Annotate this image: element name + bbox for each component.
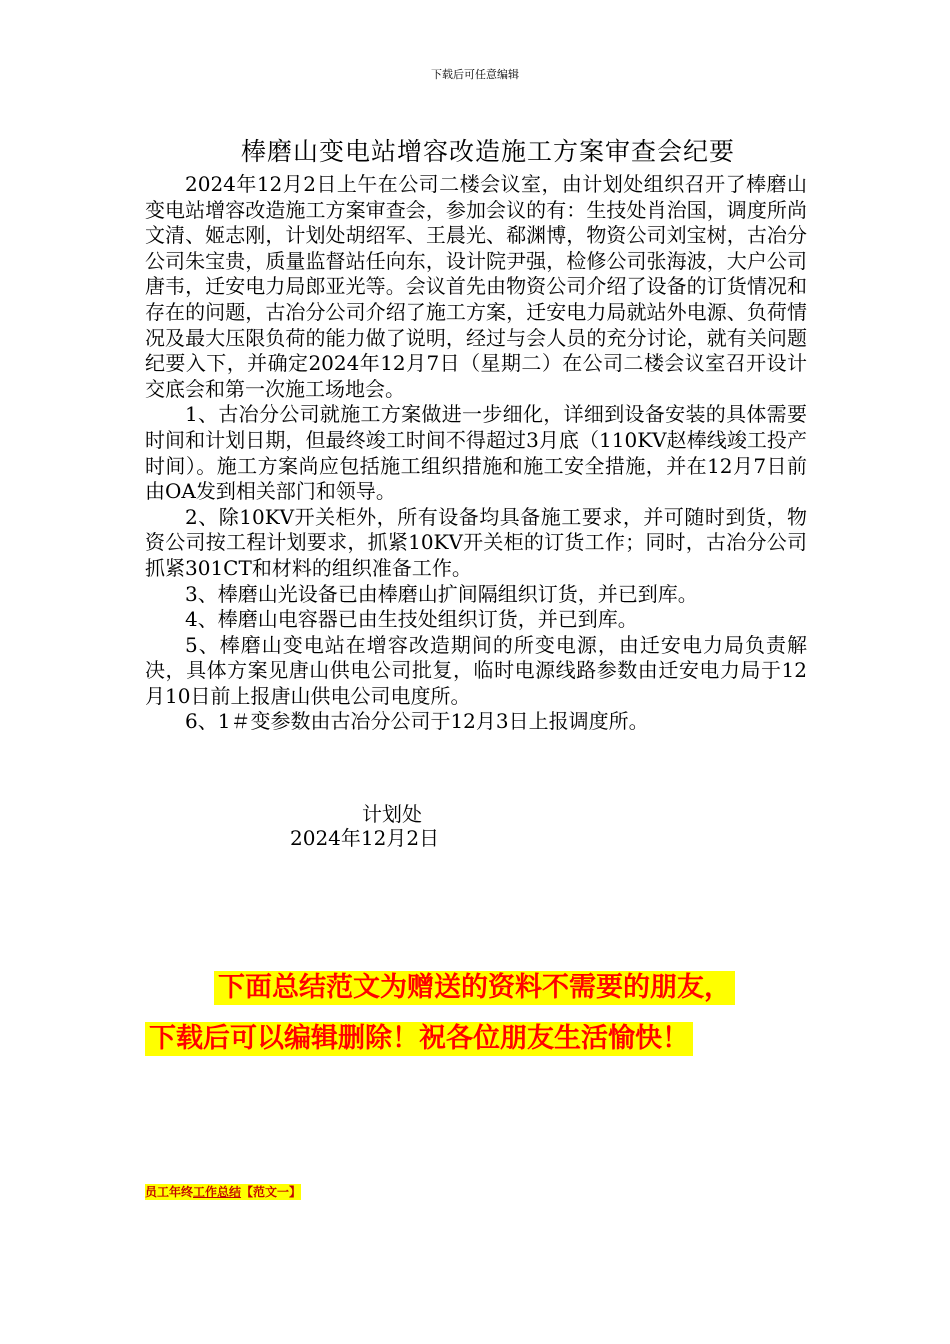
paragraph-item-4: 4、棒磨山电容器已由生技处组织订货，并已到库。: [185, 607, 638, 632]
footer-heading: [145, 1184, 301, 1200]
footer-heading-suffix: 【范文一】: [241, 1185, 302, 1199]
paragraph-item-1: 1、古冶分公司就施工方案做进一步细化，详细到设备安装的具体需要时间和计划日期，但最终竣工时间不得超过3月底（110KV赵棒线竣工投产时间）。施工方案尚应包括施工组织措施和施工安全措施，并在12月7日前由OA发到相关部门和领导。: [145, 402, 807, 504]
paragraph-item-2: 2、除10KV开关柜外，所有设备均具备施工要求，并可随时到货，物资公司按工程计划要求，抓紧10KV开关柜的订货工作；同时，古冶分公司抓紧301CT和材料的组织准备工作。: [145, 504, 807, 580]
promo-line-2: 下载后可以编辑删除！祝各位朋友生活愉快！: [145, 1022, 693, 1056]
footer-heading-prefix: 员工年终: [145, 1185, 194, 1199]
footer-heading-link[interactable]: 工作总结: [193, 1185, 242, 1199]
paragraph-intro: 2024年12月2日上午在公司二楼会议室，由计划处组织召开了棒磨山变电站增容改造施工方案审查会，参加会议的有：生技处肖治国，调度所尚文清、姬志刚，计划处胡绍军、王晨光、郗渊博，物资公司刘宝树，古冶分公司朱宝贵，质量监督站任向东，设计院尹强，检修公司张海波，大户公司唐韦，迁安电力局郎亚光等。会议首先由物资公司介绍了设备的订货情况和存在的问题，古冶分公司介绍了施工方案，迁安电力局就站外电源、负荷情况及最大压限负荷的能力做了说明，经过与会人员的充分讨论，就有关问题纪要入下，并确定2024年12月7日（星期二）在公司二楼会议室召开设计交底会和第一次施工场地会。: [145, 172, 807, 401]
document-body: [145, 172, 807, 735]
paragraph-item-3: 3、棒磨山光设备已由棒磨山扩间隔组织订货，并已到库。: [185, 581, 698, 606]
paragraph-item-5: 5、棒磨山变电站在增容改造期间的所变电源，由迁安电力局负责解决，具体方案见唐山供电公司批复，临时电源线路参数由迁安电力局于12月10日前上报唐山供电公司电度所。: [145, 632, 807, 708]
signature-department: 计划处: [362, 802, 422, 826]
page-header-note: 下载后可任意编辑: [431, 68, 519, 81]
document-title: 棒磨山变电站增容改造施工方案审查会纪要: [240, 137, 735, 166]
signature-date: 2024年12月2日: [290, 826, 440, 850]
promo-line-1: 下面总结范文为赠送的资料不需要的朋友，: [214, 971, 735, 1005]
paragraph-item-6: 6、1＃变参数由古冶分公司于12月3日上报调度所。: [185, 709, 649, 734]
